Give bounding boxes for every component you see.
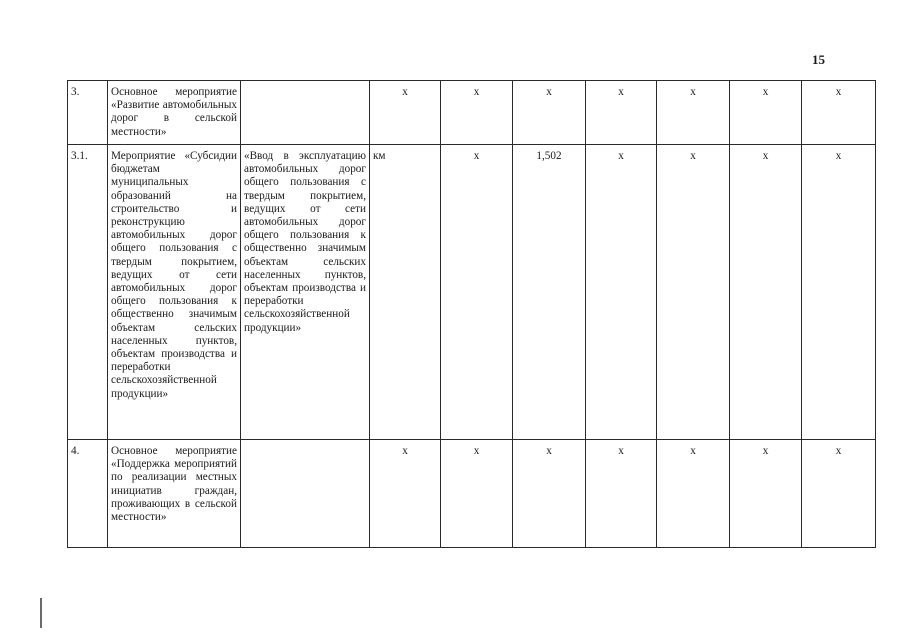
scan-margin-mark	[40, 598, 42, 628]
value-cell: х	[657, 81, 730, 145]
table-row	[68, 145, 876, 440]
value-cell: х	[513, 440, 586, 548]
unit-cell: км	[370, 145, 441, 440]
row-number: 3.	[68, 81, 108, 145]
value-cell: х	[586, 81, 657, 145]
activity-name: Основное мероприятие «Развитие автомобильных дорог в сельской местности»	[108, 81, 241, 145]
unit-cell: х	[370, 440, 441, 548]
row-number: 4.	[68, 440, 108, 548]
page-number: 15	[812, 52, 825, 67]
table-row	[68, 440, 876, 548]
value-cell: х	[730, 440, 802, 548]
value-cell: х	[657, 145, 730, 440]
table-row	[68, 81, 876, 145]
value-cell: х	[441, 81, 513, 145]
activity-name: Основное мероприятие «Поддержка мероприятий по реализации местных инициатив граждан, проживающих в сельской местности»	[108, 440, 241, 548]
value-cell: х	[441, 145, 513, 440]
program-table	[67, 80, 876, 548]
value-cell: х	[586, 440, 657, 548]
indicator-name	[241, 81, 370, 145]
row-number: 3.1.	[68, 145, 108, 440]
value-cell: х	[802, 81, 876, 145]
value-cell: 1,502	[513, 145, 586, 440]
value-cell: х	[802, 440, 876, 548]
activity-name: Мероприятие «Субсидии бюджетам муниципальных образований на строительство и реконструкцию автомобильных дорог общего пользования с твердым покрытием, ведущих от сети автомобильных дорог общего пользования к общественно значимым объектам сельских населенных пунктов, объектам производства и переработки сельскохозяйственной продукции»	[108, 145, 241, 440]
value-cell: х	[441, 440, 513, 548]
value-cell: х	[657, 440, 730, 548]
value-cell: х	[586, 145, 657, 440]
indicator-name: «Ввод в эксплуатацию автомобильных дорог общего пользования с твердым покрытием, ведущих от сети автомобильных дорог общего пользования к общественно значимым объектам сельских населенных пунктов, объектам производства и переработки сельскохозяйственной продукции»	[241, 145, 370, 440]
value-cell: х	[730, 145, 802, 440]
value-cell: х	[513, 81, 586, 145]
value-cell: х	[730, 81, 802, 145]
unit-cell: х	[370, 81, 441, 145]
indicator-name	[241, 440, 370, 548]
value-cell: х	[802, 145, 876, 440]
